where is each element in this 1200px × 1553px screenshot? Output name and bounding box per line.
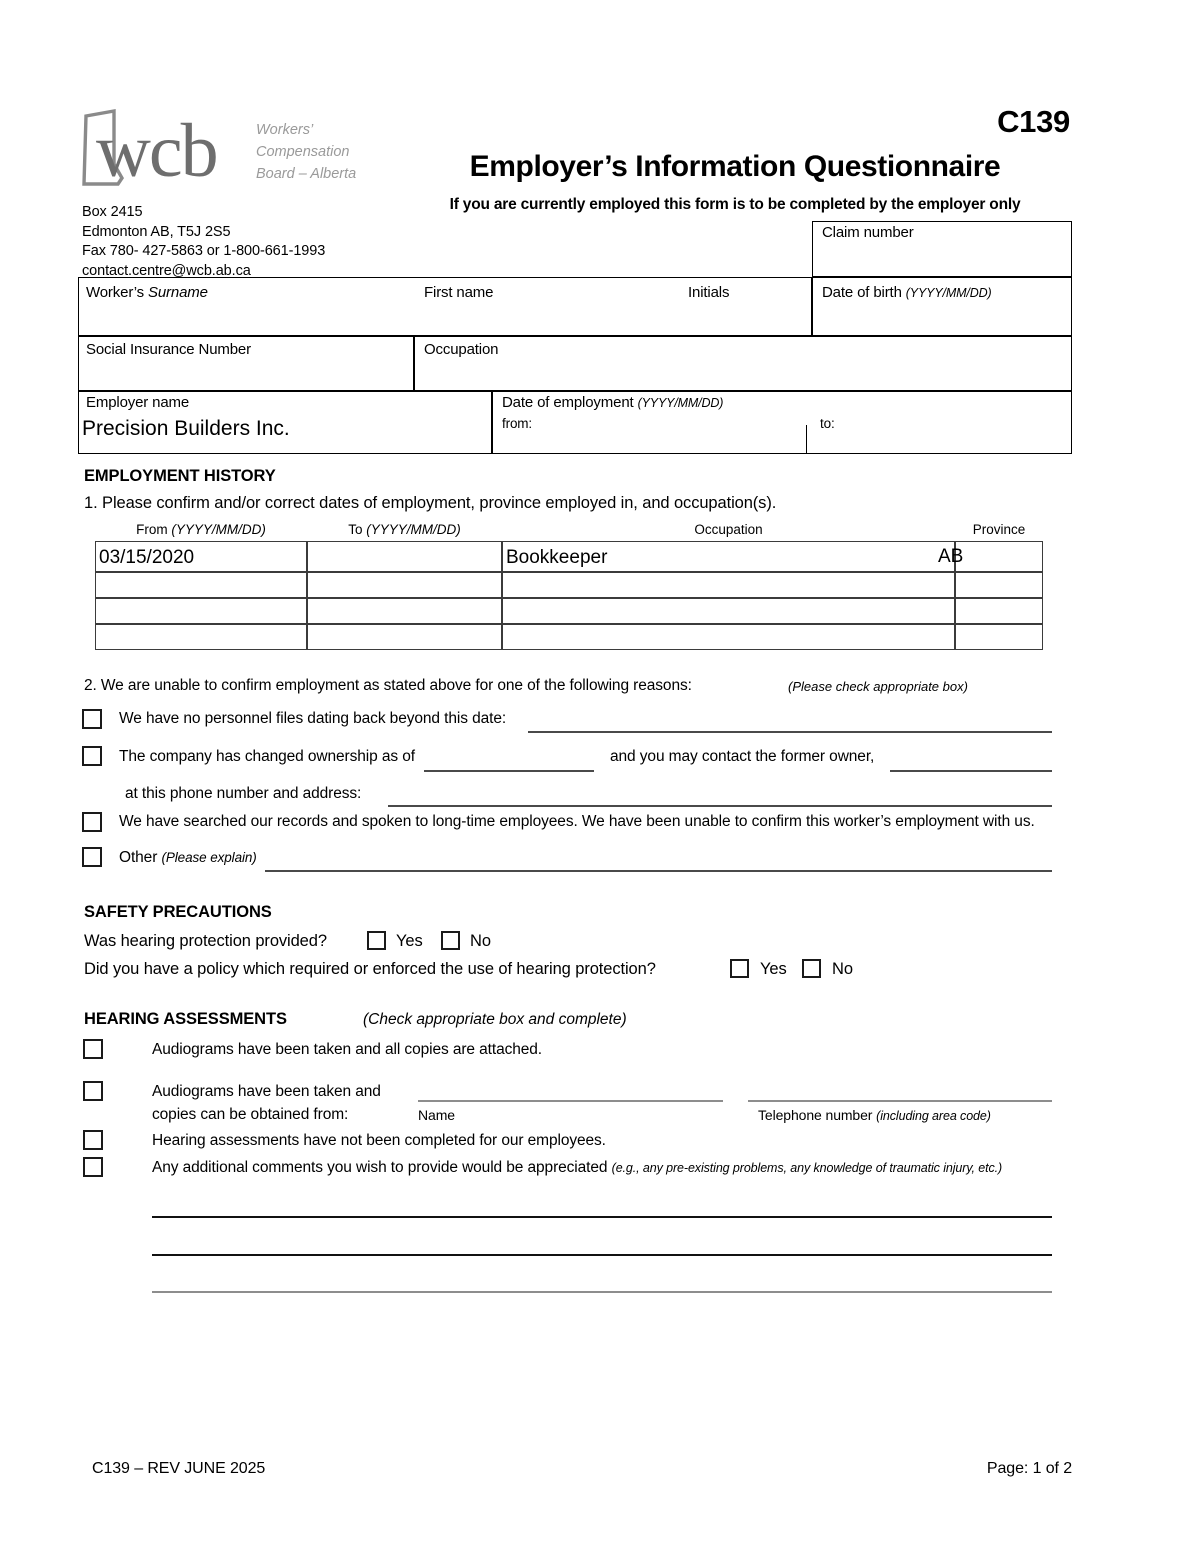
col-from-fmt: (YYYY/MM/DD) <box>171 522 266 537</box>
checkbox-hearing-protection-no[interactable] <box>441 931 460 950</box>
wcb-address <box>82 203 325 281</box>
checkbox-no-personnel-files[interactable] <box>82 709 102 729</box>
input-line-personnel-date[interactable] <box>528 731 1052 733</box>
svg-text:Compensation: Compensation <box>256 144 350 160</box>
column-header-occupation: Occupation <box>694 522 763 537</box>
option-no-assessments-label: Hearing assessments have not been completed for our employees. <box>152 1132 606 1149</box>
hearing-policy-no-label: No <box>832 960 853 978</box>
col-from-text: From <box>136 522 172 537</box>
table-cell-from-2[interactable] <box>95 572 307 598</box>
occupation-label: Occupation <box>424 341 499 358</box>
table-cell-to-3[interactable] <box>307 598 502 624</box>
page-title: Employer’s Information Questionnaire <box>469 150 1001 183</box>
footer-page-number: Page: 1 of 2 <box>986 1460 1072 1477</box>
hearing-assessments-note: (Check appropriate box and complete) <box>363 1011 627 1028</box>
claim-number-label: Claim number <box>822 224 914 241</box>
input-line-ownership-date[interactable] <box>424 770 594 772</box>
option-audiograms-attached-label: Audiograms have been taken and all copies are attached. <box>152 1041 543 1058</box>
table-cell-to-4[interactable] <box>307 624 502 650</box>
checkbox-searched-records[interactable] <box>82 812 102 832</box>
dob-label-text: Date of birth <box>822 284 906 301</box>
hearing-policy-yes-label: Yes <box>760 960 787 978</box>
safety-precautions-heading: SAFETY PRECAUTIONS <box>84 903 272 921</box>
employer-name-value: Precision Builders Inc. <box>82 417 290 440</box>
option-other-label <box>119 849 257 867</box>
comment-line-3[interactable] <box>152 1291 1052 1293</box>
hearing-policy-question: Did you have a policy which required or enforced the use of hearing protection? <box>84 960 656 978</box>
wcb-logo-icon <box>78 104 378 196</box>
input-line-telephone[interactable] <box>748 1100 1052 1102</box>
table-cell-occupation-3[interactable] <box>502 598 955 624</box>
date-of-employment-label <box>502 394 723 411</box>
address-line-3: Fax 780- 427-5863 or 1-800-661-1993 <box>82 243 326 259</box>
checkbox-hearing-policy-no[interactable] <box>802 959 821 978</box>
first-name-label: First name <box>424 284 494 301</box>
option-no-personnel-files-label: We have no personnel files dating back beyond this date: <box>119 710 507 727</box>
employer-name-label: Employer name <box>86 394 190 411</box>
table-cell-to-1[interactable] <box>307 541 502 572</box>
option-former-owner-label: and you may contact the former owner, <box>610 748 875 765</box>
hearing-protection-yes-label: Yes <box>396 932 423 950</box>
table-value-province-1: AB <box>938 546 964 567</box>
svg-text:wcb: wcb <box>96 109 217 193</box>
table-cell-province-4[interactable] <box>955 624 1043 650</box>
wcb-logo <box>78 104 378 196</box>
page-subtitle: If you are currently employed this form is to be completed by the employer only <box>449 196 1021 213</box>
checkbox-audiograms-attached[interactable] <box>83 1039 103 1059</box>
address-email: contact.centre@wcb.ab.ca <box>82 262 251 279</box>
telephone-label <box>758 1107 991 1123</box>
option-changed-ownership-label: The company has changed ownership as of <box>119 748 415 765</box>
address-line-1: Box 2415 <box>82 204 143 220</box>
employment-history-heading: EMPLOYMENT HISTORY <box>84 467 276 485</box>
input-line-phone-address[interactable] <box>388 805 1052 807</box>
initials-label: Initials <box>688 284 730 301</box>
col-to-text: To <box>348 522 367 537</box>
occupation-cell[interactable] <box>414 336 1072 391</box>
input-line-other-explain[interactable] <box>265 870 1052 872</box>
option-audiograms-obtainable-line2: copies can be obtained from: <box>152 1106 349 1123</box>
column-header-from <box>95 522 307 537</box>
option-other-note: (Please explain) <box>161 850 257 865</box>
date-employment-text: Date of employment <box>502 394 638 411</box>
option-additional-comments-label <box>152 1159 1002 1177</box>
surname-label: Surname <box>148 284 208 301</box>
table-cell-from-3[interactable] <box>95 598 307 624</box>
option-phone-address-label: at this phone number and address: <box>125 785 362 802</box>
table-cell-to-2[interactable] <box>307 572 502 598</box>
telephone-label-text: Telephone number <box>758 1107 877 1123</box>
table-cell-province-2[interactable] <box>955 572 1043 598</box>
comment-line-2[interactable] <box>152 1254 1052 1256</box>
unable-confirm-note: (Please check appropriate box) <box>788 679 968 694</box>
employment-history-question: 1. Please confirm and/or correct dates of employment, province employed in, and occupation(s). <box>84 494 777 512</box>
from-label: from: <box>502 416 533 431</box>
column-header-province: Province <box>972 522 1026 537</box>
checkbox-hearing-protection-yes[interactable] <box>367 931 386 950</box>
input-line-former-owner[interactable] <box>890 770 1052 772</box>
from-to-divider <box>806 425 807 454</box>
option-additional-comments-text: Any additional comments you wish to provide would be appreciated <box>152 1159 612 1176</box>
comment-line-1[interactable] <box>152 1216 1052 1218</box>
table-cell-province-1[interactable] <box>955 541 1043 572</box>
worker-label-prefix: Worker’s <box>86 284 148 301</box>
hearing-protection-question: Was hearing protection provided? <box>84 932 327 950</box>
checkbox-hearing-policy-yes[interactable] <box>730 959 749 978</box>
address-line-2: Edmonton AB, T5J 2S5 <box>82 223 231 240</box>
footer-revision: C139 – REV JUNE 2025 <box>92 1460 266 1477</box>
checkbox-audiograms-obtainable[interactable] <box>83 1081 103 1101</box>
column-header-to <box>307 522 502 537</box>
option-other-text: Other <box>119 849 162 866</box>
to-label: to: <box>820 416 835 431</box>
contact-name-label: Name <box>418 1107 455 1123</box>
table-value-from-1: 03/15/2020 <box>99 547 195 568</box>
col-to-fmt: (YYYY/MM/DD) <box>366 522 461 537</box>
worker-surname-label <box>86 284 208 301</box>
hearing-protection-no-label: No <box>470 932 491 950</box>
table-cell-occupation-4[interactable] <box>502 624 955 650</box>
table-cell-occupation-2[interactable] <box>502 572 955 598</box>
table-cell-from-4[interactable] <box>95 624 307 650</box>
svg-text:Board – Alberta: Board – Alberta <box>256 166 357 182</box>
option-searched-records-label: We have searched our records and spoken to long-time employees. We have been unable to confirm this worker’s employment with us. <box>119 813 1035 830</box>
checkbox-no-assessments[interactable] <box>83 1130 103 1150</box>
dob-format: (YYYY/MM/DD) <box>905 286 992 300</box>
sin-label: Social Insurance Number <box>86 341 251 358</box>
date-employment-format: (YYYY/MM/DD) <box>637 396 724 410</box>
telephone-note: (including area code) <box>876 1109 991 1123</box>
checkbox-changed-ownership[interactable] <box>82 746 102 766</box>
option-audiograms-obtainable-line1: Audiograms have been taken and <box>152 1083 381 1100</box>
unable-confirm-question: 2. We are unable to confirm employment as stated above for one of the following reasons: <box>84 677 692 694</box>
checkbox-additional-comments[interactable] <box>83 1157 103 1177</box>
date-of-birth-label <box>822 284 991 301</box>
form-code: C139 <box>997 104 1070 139</box>
checkbox-other[interactable] <box>82 847 102 867</box>
option-additional-comments-note: (e.g., any pre-existing problems, any knowledge of traumatic injury, etc.) <box>611 1161 1003 1175</box>
table-value-occupation-1: Bookkeeper <box>506 547 608 568</box>
table-cell-province-3[interactable] <box>955 598 1043 624</box>
hearing-assessments-heading: HEARING ASSESSMENTS <box>84 1010 287 1028</box>
svg-text:Workers’: Workers’ <box>256 122 314 138</box>
input-line-contact-name[interactable] <box>418 1100 723 1102</box>
